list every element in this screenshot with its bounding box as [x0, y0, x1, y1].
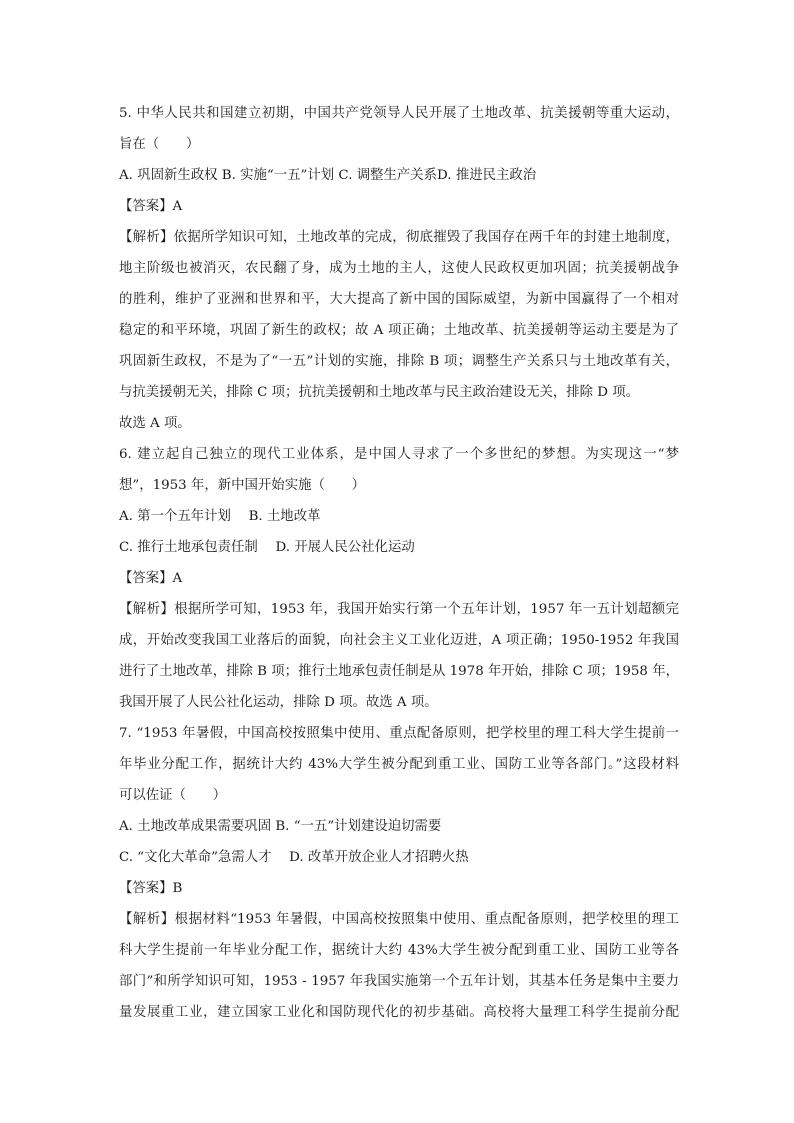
analysis-line: 成，开始改变我国工业落后的面貌，向社会主义工业化迈进，A 项正确；1950-1952 年我国 [119, 633, 679, 648]
analysis-line: 进行了土地改革，排除 B 项；推行土地承包责任制是从 1978 年开始，排除 C 项；1958 年， [119, 664, 679, 679]
analysis-line: 稳定的和平环境，巩固了新生的政权；故 A 项正确；土地改革、抗美援朝等运动主要是为了 [119, 323, 679, 338]
answer-label: 【答案】A [119, 199, 183, 214]
analysis-line: 量发展重工业，建立国家工业化和国防现代化的初步基础。高校将大量理工科学生提前分配 [119, 1005, 679, 1020]
options-line: C. 推行土地承包责任制 D. 开展人民公社化运动 [119, 540, 415, 555]
answer-label: 【答案】B [119, 881, 183, 896]
analysis-line: 科大学生提前一年毕业分配工作，据统计大约 43%大学生被分配到重工业、国防工业等各 [119, 943, 679, 958]
question-7 [119, 718, 679, 1028]
analysis-line: 【解析】依据所学知识可知，土地改革的完成，彻底摧毁了我国存在两千年的封建土地制度， [119, 230, 679, 245]
analysis-line: 故选 A 项。 [119, 416, 191, 431]
question-6 [119, 439, 679, 718]
analysis-line: 【解析】根据材料“1953 年暑假，中国高校按照集中使用、重点配备原则，把学校里的理工 [119, 912, 679, 927]
analysis-line: 【解析】根据所学可知，1953 年，我国开始实行第一个五年计划，1957 年一五计划超额完 [119, 602, 679, 617]
analysis-line: 的胜利，维护了亚洲和世界和平，大大提高了新中国的国际威望，为新中国赢得了一个相对 [119, 292, 679, 307]
options-line: A. 土地改革成果需要巩固 B. “一五”计划建设迫切需要 [119, 819, 442, 834]
analysis-line: 巩固新生政权，不是为了“一五”计划的实施，排除 B 项；调整生产关系只与土地改革有关， [119, 354, 679, 369]
question-stem: 可以佐证（ ） [119, 788, 227, 803]
question-stem: 想”，1953 年，新中国开始实施（ ） [119, 478, 366, 493]
question-5 [119, 98, 679, 439]
options-line: A. 第一个五年计划 B. 土地改革 [119, 509, 321, 524]
question-stem: 7. “1953 年暑假，中国高校按照集中使用、重点配备原则，把学校里的理工科大学生提前一 [119, 726, 679, 741]
analysis-line: 与抗美援朝无关，排除 C 项；抗抗美援朝和土地改革与民主政治建设无关，排除 D 项。 [119, 385, 640, 400]
options-line: A. 巩固新生政权 B. 实施“一五”计划 C. 调整生产关系D. 推进民主政治 [119, 168, 537, 183]
answer-label: 【答案】A [119, 571, 183, 586]
analysis-line: 我国开展了人民公社化运动，排除 D 项。故选 A 项。 [119, 695, 438, 710]
analysis-line: 地主阶级也被消灭，农民翻了身，成为土地的主人，这使人民政权更加巩固；抗美援朝战争 [119, 261, 679, 276]
question-stem: 5. 中华人民共和国建立初期，中国共产党领导人民开展了土地改革、抗美援朝等重大运动， [119, 106, 679, 121]
options-line: C. “文化大革命”急需人才 D. 改革开放企业人才招聘火热 [119, 850, 469, 865]
question-stem: 6. 建立起自己独立的现代工业体系，是中国人寻求了一个多世纪的梦想。为实现这一“梦 [119, 447, 679, 462]
analysis-line: 部门”和所学知识可知，1953 - 1957 年我国实施第一个五年计划，其基本任务是集中主要力 [119, 974, 679, 989]
question-stem: 旨在（ ） [119, 137, 200, 152]
question-stem: 年毕业分配工作，据统计大约 43%大学生被分配到重工业、国防工业等各部门。”这段材料 [119, 757, 679, 772]
document-body [119, 98, 679, 1028]
